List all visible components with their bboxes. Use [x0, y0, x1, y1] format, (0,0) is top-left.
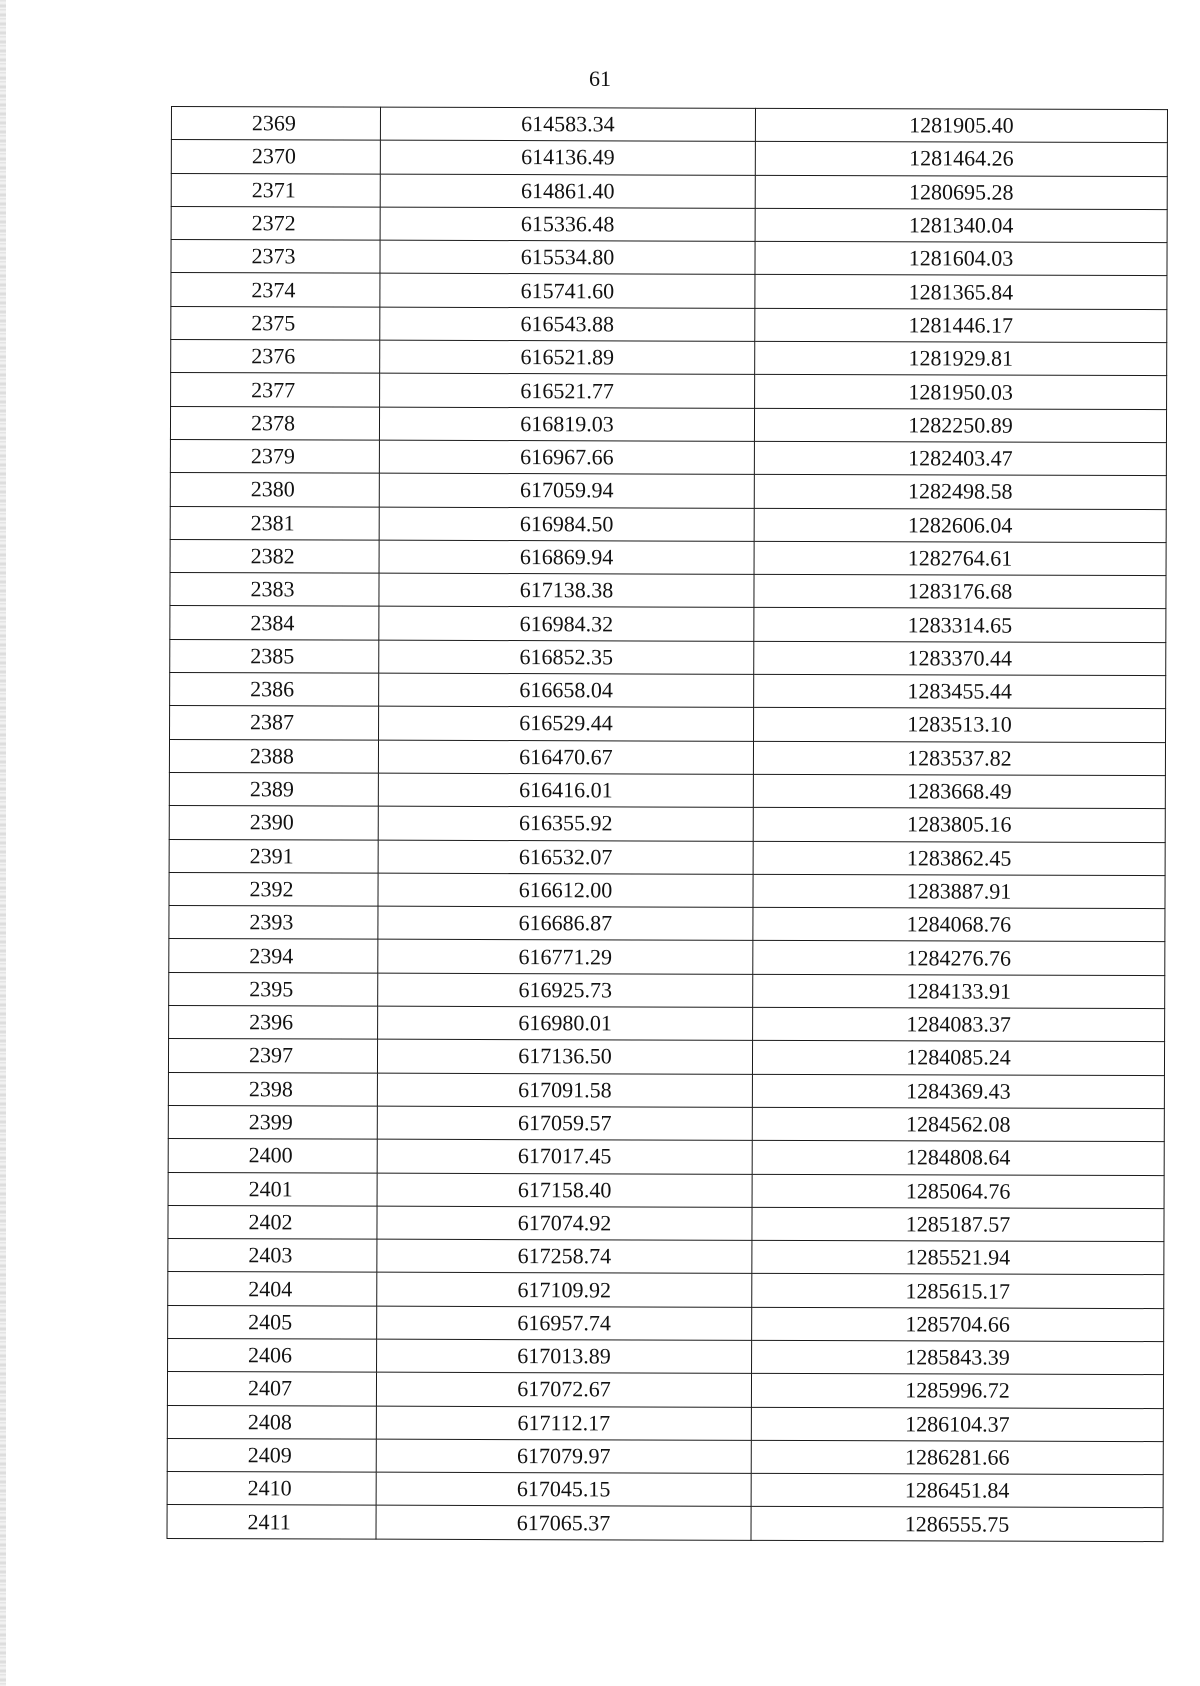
point-id-cell: 2400	[168, 1139, 377, 1173]
table-row	[169, 906, 1165, 942]
table-row	[170, 639, 1166, 675]
table-row	[167, 1405, 1163, 1441]
point-id-cell: 2396	[169, 1006, 378, 1040]
x-coordinate-cell: 616984.50	[379, 507, 754, 541]
point-id-cell: 2380	[170, 473, 379, 507]
point-id-cell: 2375	[171, 306, 380, 340]
table-row	[169, 806, 1165, 842]
y-coordinate-cell: 1281929.81	[755, 341, 1167, 376]
point-id-cell: 2395	[169, 972, 378, 1006]
table-row	[168, 1139, 1164, 1175]
point-id-cell: 2404	[168, 1272, 377, 1306]
x-coordinate-cell: 614861.40	[380, 174, 755, 208]
y-coordinate-cell: 1284085.24	[752, 1041, 1164, 1076]
point-id-cell: 2385	[170, 639, 379, 673]
x-coordinate-cell: 616686.87	[378, 906, 753, 940]
x-coordinate-cell: 617065.37	[376, 1506, 751, 1540]
point-id-cell: 2408	[167, 1405, 376, 1439]
y-coordinate-cell: 1285187.57	[752, 1207, 1164, 1242]
y-coordinate-cell: 1283668.49	[753, 774, 1165, 809]
x-coordinate-cell: 616470.67	[378, 740, 753, 774]
x-coordinate-cell: 616529.44	[379, 706, 754, 740]
table-row	[167, 1505, 1163, 1541]
y-coordinate-cell: 1284808.64	[752, 1141, 1164, 1176]
y-coordinate-cell: 1282764.61	[754, 541, 1166, 576]
x-coordinate-cell: 616967.66	[379, 440, 754, 474]
table-row	[168, 1105, 1164, 1141]
x-coordinate-cell: 617158.40	[377, 1173, 752, 1207]
table-row	[169, 772, 1165, 808]
y-coordinate-cell: 1282403.47	[754, 441, 1166, 476]
point-id-cell: 2397	[168, 1039, 377, 1073]
x-coordinate-cell: 617059.94	[379, 473, 754, 507]
x-coordinate-cell: 617059.57	[377, 1106, 752, 1140]
x-coordinate-cell: 616521.89	[380, 340, 755, 374]
table-row	[168, 1205, 1164, 1241]
x-coordinate-cell: 617074.92	[377, 1206, 752, 1240]
table-row	[171, 206, 1167, 242]
point-id-cell: 2371	[171, 173, 380, 207]
y-coordinate-cell: 1280695.28	[755, 175, 1167, 210]
x-coordinate-cell: 615534.80	[380, 240, 755, 274]
table-row	[171, 273, 1167, 309]
y-coordinate-cell: 1285615.17	[752, 1274, 1164, 1309]
y-coordinate-cell: 1285064.76	[752, 1174, 1164, 1209]
point-id-cell: 2405	[168, 1305, 377, 1339]
point-id-cell: 2388	[169, 739, 378, 773]
y-coordinate-cell: 1285521.94	[752, 1240, 1164, 1275]
y-coordinate-cell: 1281905.40	[755, 108, 1167, 143]
x-coordinate-cell: 617109.92	[377, 1273, 752, 1307]
point-id-cell: 2390	[169, 806, 378, 840]
table-row	[170, 439, 1166, 475]
x-coordinate-cell: 617091.58	[377, 1073, 752, 1107]
table-row	[170, 573, 1166, 609]
y-coordinate-cell: 1283455.44	[754, 674, 1166, 709]
table-row	[170, 539, 1166, 575]
table-row	[170, 473, 1166, 509]
x-coordinate-cell: 617079.97	[376, 1439, 751, 1473]
table-row	[167, 1472, 1163, 1508]
y-coordinate-cell: 1284369.43	[752, 1074, 1164, 1109]
point-id-cell: 2369	[171, 107, 380, 141]
point-id-cell: 2393	[169, 906, 378, 940]
point-id-cell: 2378	[170, 406, 379, 440]
table-row	[170, 606, 1166, 642]
y-coordinate-cell: 1281604.03	[755, 242, 1167, 277]
point-id-cell: 2376	[171, 340, 380, 374]
table-row	[168, 1272, 1164, 1308]
table-row	[170, 506, 1166, 542]
y-coordinate-cell: 1284133.91	[753, 974, 1165, 1009]
x-coordinate-cell: 614136.49	[380, 140, 755, 174]
table-row	[167, 1372, 1163, 1408]
y-coordinate-cell: 1281365.84	[755, 275, 1167, 310]
y-coordinate-cell: 1281340.04	[755, 208, 1167, 243]
point-id-cell: 2398	[168, 1072, 377, 1106]
y-coordinate-cell: 1283513.10	[754, 708, 1166, 743]
table-row	[171, 373, 1167, 409]
y-coordinate-cell: 1286281.66	[751, 1440, 1163, 1475]
y-coordinate-cell: 1286555.75	[751, 1507, 1163, 1542]
table-row	[171, 107, 1167, 143]
point-id-cell: 2392	[169, 872, 378, 906]
table-row	[171, 140, 1167, 176]
point-id-cell: 2391	[169, 839, 378, 873]
x-coordinate-cell: 617045.15	[376, 1472, 751, 1506]
y-coordinate-cell: 1286104.37	[751, 1407, 1163, 1442]
y-coordinate-cell: 1282606.04	[754, 508, 1166, 543]
table-row	[170, 706, 1166, 742]
y-coordinate-cell: 1284276.76	[753, 941, 1165, 976]
y-coordinate-cell: 1285843.39	[752, 1340, 1164, 1375]
x-coordinate-cell: 616984.32	[379, 607, 754, 641]
table-row	[168, 1338, 1164, 1374]
table-row	[168, 1039, 1164, 1075]
x-coordinate-cell: 617072.67	[376, 1372, 751, 1406]
y-coordinate-cell: 1283370.44	[754, 641, 1166, 676]
y-coordinate-cell: 1281446.17	[755, 308, 1167, 343]
point-id-cell: 2401	[168, 1172, 377, 1206]
table-row	[169, 972, 1165, 1008]
table-row	[170, 406, 1166, 442]
table-row	[169, 1006, 1165, 1042]
x-coordinate-cell: 616925.73	[378, 973, 753, 1007]
x-coordinate-cell: 614583.34	[380, 107, 755, 141]
y-coordinate-cell: 1284083.37	[753, 1007, 1165, 1042]
point-id-cell: 2409	[167, 1438, 376, 1472]
x-coordinate-cell: 617258.74	[377, 1239, 752, 1273]
x-coordinate-cell: 616869.94	[379, 540, 754, 574]
y-coordinate-cell: 1284068.76	[753, 907, 1165, 942]
table-row	[169, 839, 1165, 875]
point-id-cell: 2384	[170, 606, 379, 640]
point-id-cell: 2370	[171, 140, 380, 174]
point-id-cell: 2411	[167, 1505, 376, 1539]
point-id-cell: 2386	[170, 673, 379, 707]
y-coordinate-cell: 1283314.65	[754, 608, 1166, 643]
x-coordinate-cell: 616612.00	[378, 873, 753, 907]
point-id-cell: 2382	[170, 539, 379, 573]
table-row	[169, 739, 1165, 775]
point-id-cell: 2402	[168, 1205, 377, 1239]
point-id-cell: 2389	[169, 772, 378, 806]
point-id-cell: 2373	[171, 240, 380, 274]
table-row	[171, 173, 1167, 209]
x-coordinate-cell: 616980.01	[378, 1006, 753, 1040]
point-id-cell: 2403	[168, 1239, 377, 1273]
point-id-cell: 2394	[169, 939, 378, 973]
y-coordinate-cell: 1285996.72	[751, 1374, 1163, 1409]
x-coordinate-cell: 616819.03	[379, 407, 754, 441]
scan-edge-artifact	[0, 0, 6, 1686]
table-row	[167, 1438, 1163, 1474]
coordinates-table	[166, 106, 1167, 1542]
x-coordinate-cell: 617138.38	[379, 573, 754, 607]
y-coordinate-cell: 1283805.16	[753, 808, 1165, 843]
table-row	[168, 1172, 1164, 1208]
x-coordinate-cell: 617112.17	[376, 1406, 751, 1440]
point-id-cell: 2407	[167, 1372, 376, 1406]
y-coordinate-cell: 1281464.26	[755, 142, 1167, 177]
y-coordinate-cell: 1283862.45	[753, 841, 1165, 876]
x-coordinate-cell: 616532.07	[378, 840, 753, 874]
y-coordinate-cell: 1283887.91	[753, 874, 1165, 909]
table-row	[169, 872, 1165, 908]
point-id-cell: 2399	[168, 1105, 377, 1139]
y-coordinate-cell: 1283537.82	[753, 741, 1165, 776]
point-id-cell: 2374	[171, 273, 380, 307]
x-coordinate-cell: 617136.50	[377, 1039, 752, 1073]
table-row	[171, 306, 1167, 342]
point-id-cell: 2372	[171, 206, 380, 240]
x-coordinate-cell: 616521.77	[380, 374, 755, 408]
y-coordinate-cell: 1285704.66	[752, 1307, 1164, 1342]
point-id-cell: 2381	[170, 506, 379, 540]
point-id-cell: 2383	[170, 573, 379, 607]
x-coordinate-cell: 617017.45	[377, 1139, 752, 1173]
x-coordinate-cell: 616658.04	[379, 673, 754, 707]
x-coordinate-cell: 616852.35	[379, 640, 754, 674]
point-id-cell: 2406	[168, 1338, 377, 1372]
x-coordinate-cell: 615336.48	[380, 207, 755, 241]
point-id-cell: 2387	[170, 706, 379, 740]
point-id-cell: 2377	[171, 373, 380, 407]
x-coordinate-cell: 616771.29	[378, 940, 753, 974]
y-coordinate-cell: 1283176.68	[754, 574, 1166, 609]
coordinates-table-body	[167, 107, 1167, 1542]
table-row	[171, 240, 1167, 276]
point-id-cell: 2379	[170, 439, 379, 473]
table-row	[169, 939, 1165, 975]
y-coordinate-cell: 1282250.89	[754, 408, 1166, 443]
y-coordinate-cell: 1284562.08	[752, 1107, 1164, 1142]
x-coordinate-cell: 616957.74	[377, 1306, 752, 1340]
x-coordinate-cell: 616416.01	[378, 773, 753, 807]
table-row	[168, 1072, 1164, 1108]
table-row	[170, 673, 1166, 709]
y-coordinate-cell: 1282498.58	[754, 475, 1166, 510]
y-coordinate-cell: 1281950.03	[755, 375, 1167, 410]
table-row	[168, 1305, 1164, 1341]
y-coordinate-cell: 1286451.84	[751, 1474, 1163, 1509]
table-row	[171, 340, 1167, 376]
x-coordinate-cell: 616543.88	[380, 307, 755, 341]
table-row	[168, 1239, 1164, 1275]
x-coordinate-cell: 615741.60	[380, 274, 755, 308]
point-id-cell: 2410	[167, 1472, 376, 1506]
page-number: 61	[589, 66, 611, 91]
x-coordinate-cell: 617013.89	[377, 1339, 752, 1373]
x-coordinate-cell: 616355.92	[378, 806, 753, 840]
